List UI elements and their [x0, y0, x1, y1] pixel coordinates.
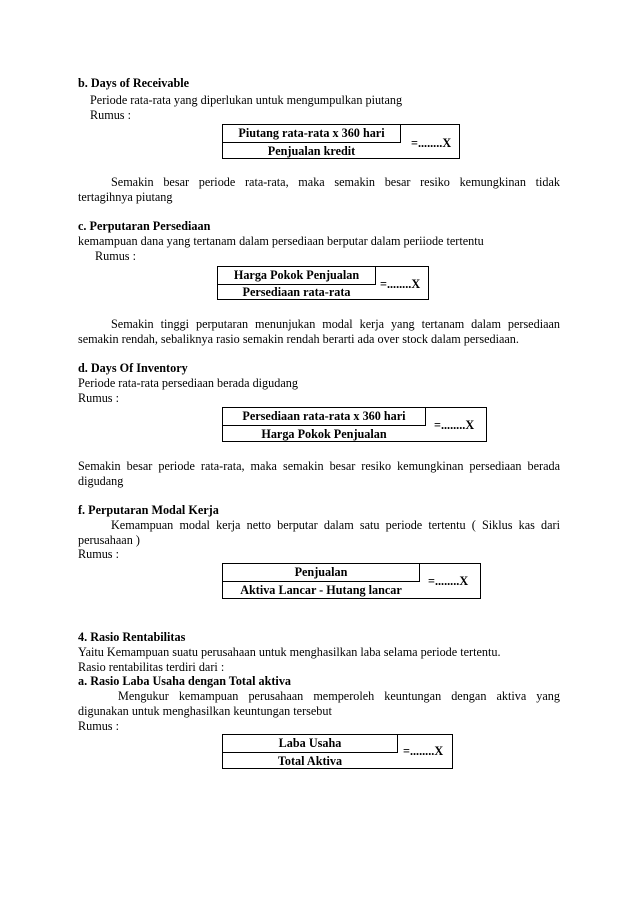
formula-divider [375, 267, 376, 285]
formula-numerator: Harga Pokok Penjualan [218, 267, 375, 285]
section-heading-days-of-receivable: b. Days of Receivable [78, 76, 190, 90]
paragraph-line: Semakin tinggi perputaran menunjukan modal kerja yang tertanam dalam persediaan [111, 317, 560, 331]
section-text: Yaitu Kemampuan suatu perusahaan untuk menghasilkan laba selama periode tertentu. [78, 645, 501, 659]
formula-result: =........X [428, 574, 469, 588]
formula-divider [400, 125, 401, 143]
rumus-label: Rumus : [95, 249, 136, 263]
formula-result: =........X [411, 136, 452, 150]
formula-divider [397, 735, 398, 753]
formula-box-laba-usaha-total-aktiva [222, 734, 453, 769]
formula-denominator: Persediaan rata-rata [242, 285, 351, 299]
section-description: Mengukur kemampuan perusahaan memperoleh keuntungan dengan aktiva yang [118, 689, 560, 703]
section-heading-perputaran-modal-kerja: f. Perputaran Modal Kerja [78, 503, 219, 517]
rumus-label: Rumus : [78, 719, 119, 733]
section-heading-laba-usaha-total-aktiva: a. Rasio Laba Usaha dengan Total aktiva [78, 674, 292, 688]
section-description: perusahaan ) [78, 533, 140, 547]
section-heading-perputaran-persediaan: c. Perputaran Persediaan [78, 219, 211, 233]
formula-result: =........X [434, 418, 475, 432]
paragraph-line: Semakin besar periode rata-rata, maka semakin besar resiko kemungkinan tidak [111, 175, 560, 189]
paragraph-line: Semakin besar periode rata-rata, maka semakin besar resiko kemungkinan persediaan berada [78, 459, 560, 473]
formula-box-days-of-receivable [222, 124, 460, 159]
formula-denominator: Total Aktiva [277, 754, 343, 768]
formula-numerator: Penjualan [223, 564, 419, 582]
formula-numerator: Piutang rata-rata x 360 hari [223, 125, 400, 143]
rumus-label: Rumus : [78, 547, 119, 561]
section-text: Rasio rentabilitas terdiri dari : [78, 660, 225, 674]
rumus-label: Rumus : [78, 391, 119, 405]
formula-box-perputaran-modal-kerja [222, 563, 481, 599]
paragraph-line: tertagihnya piutang [78, 190, 173, 204]
section-description: digunakan untuk menghasilkan keuntungan tersebut [78, 704, 332, 718]
formula-denominator: Harga Pokok Penjualan [261, 427, 387, 441]
formula-numerator: Persediaan rata-rata x 360 hari [223, 408, 425, 426]
paragraph-line: digudang [78, 474, 124, 488]
section-heading-rasio-rentabilitas: 4. Rasio Rentabilitas [78, 630, 186, 644]
formula-result: =........X [403, 744, 444, 758]
formula-denominator: Penjualan kredit [267, 144, 356, 158]
formula-box-perputaran-persediaan [217, 266, 429, 300]
formula-result: =........X [380, 277, 421, 291]
section-description: Periode rata-rata yang diperlukan untuk mengumpulkan piutang [90, 93, 403, 107]
section-description: Periode rata-rata persediaan berada digudang [78, 376, 298, 390]
formula-denominator: Aktiva Lancar - Hutang lancar [240, 583, 402, 597]
formula-divider [425, 408, 426, 426]
section-heading-days-of-inventory: d. Days Of Inventory [78, 361, 188, 375]
rumus-label: Rumus : [90, 108, 131, 122]
paragraph-line: semakin rendah, sebaliknya rasio semakin rendah berarti ada over stock dalam persediaan. [78, 332, 519, 346]
formula-box-days-of-inventory [222, 407, 487, 442]
formula-numerator: Laba Usaha [223, 735, 397, 753]
formula-divider [419, 564, 420, 582]
section-description: kemampuan dana yang tertanam dalam persediaan berputar dalam periiode tertentu [78, 234, 484, 248]
section-description: Kemampuan modal kerja netto berputar dalam satu periode tertentu ( Siklus kas dari [111, 518, 560, 532]
